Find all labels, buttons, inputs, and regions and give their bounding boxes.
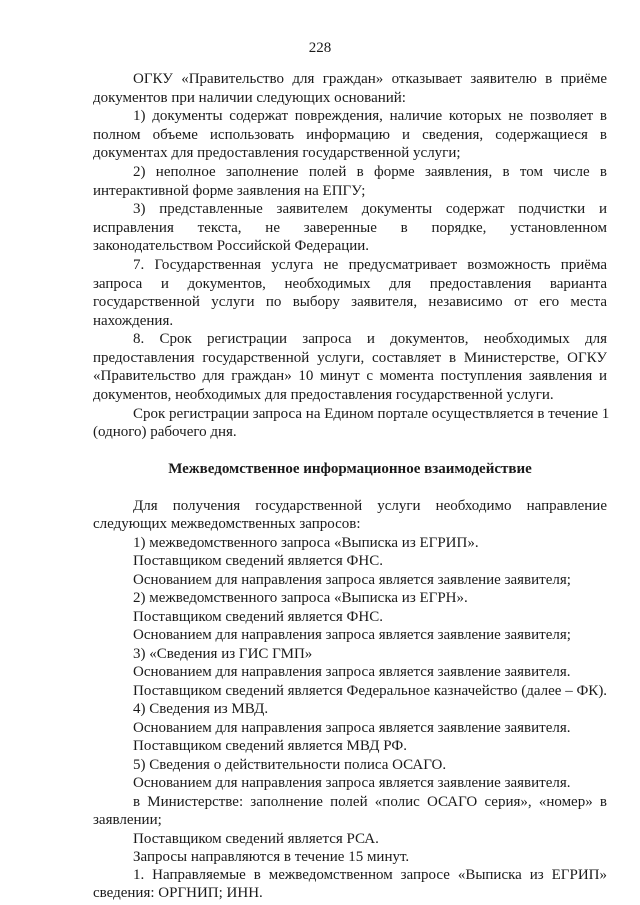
request-line: 2) межведомственного запроса «Выписка из ЕГРН». [133,590,468,606]
osago-fields-line: в Министерстве: заполнение полей «полис ОСАГО серия», «номер» в [133,794,607,810]
section-heading: Межведомственное информационное взаимодействие [168,461,532,477]
request-line: 4) Сведения из МВД. [133,701,269,717]
paragraph-7-line: 7. Государственная услуга не предусматривает возможность приёма [133,257,607,273]
reason-1-line: 1) документы содержат повреждения, наличие которых не позволяет в [133,108,607,124]
reason-3-line: законодательством Российской Федерации. [93,238,370,254]
request-line: Поставщиком сведений является Федеральное казначейство (далее – ФК). [133,683,608,699]
request-line: Основанием для направления запроса является заявление заявителя. [133,720,571,736]
request-line: Поставщиком сведений является ФНС. [133,553,383,569]
egrip-fields-line: сведения: ОРГНИП; ИНН. [93,885,263,901]
section-intro-line: следующих межведомственных запросов: [93,516,361,532]
paragraph-8-line: предоставления государственной услуги, составляет в Министерстве, ОГКУ [93,350,607,366]
paragraph-8-line: «Правительство для граждан» 10 минут с момента поступления заявления и [93,368,607,384]
request-line: 3) «Сведения из ГИС ГМП» [133,646,313,662]
request-line: Поставщиком сведений является МВД РФ. [133,738,407,754]
paragraph-7-line: государственной услуги по выбору заявителя, независимо от его места [93,294,607,310]
request-line: Основанием для направления запроса является заявление заявителя; [133,627,571,643]
section-intro-line: Для получения государственной услуги необходимо направление [133,498,607,514]
timing-line: Запросы направляются в течение 15 минут. [133,849,410,865]
reason-3-line: исправления текста, не заверенные в порядке, установленном [93,220,607,236]
epgu-paragraph-line: Срок регистрации запроса на Едином портале осуществляется в течение 1 [133,406,610,422]
request-line: 1) межведомственного запроса «Выписка из ЕГРИП». [133,535,479,551]
paragraph-8-line: 8. Срок регистрации запроса и документов, необходимых для [133,331,607,347]
reason-3-line: 3) представленные заявителем документы содержат подчистки и [133,201,607,217]
reason-1-line: документах для предоставления государственной услуги; [93,145,461,161]
reason-2-line: интерактивной форме заявления на ЕПГУ; [93,183,366,199]
epgu-paragraph-line: (одного) рабочего дня. [93,424,237,440]
paragraph-8-line: документов, необходимых для предоставления государственной услуги. [93,387,554,403]
request-line: Основанием для направления запроса является заявление заявителя. [133,664,571,680]
paragraph-7-line: запроса и документов, необходимых для предоставления варианта [93,276,607,292]
request-line: Основанием для направления запроса является заявление заявителя. [133,775,571,791]
osago-fields-line: заявлении; [93,812,162,828]
request-line: 5) Сведения о действительности полиса ОСАГО. [133,757,447,773]
rsa-supplier-line: Поставщиком сведений является РСА. [133,831,379,847]
request-line: Основанием для направления запроса является заявление заявителя; [133,572,571,588]
reason-2-line: 2) неполное заполнение полей в форме заявления, в том числе в [133,164,607,180]
intro-line: ОГКУ «Правительство для граждан» отказывает заявителю в приёме [133,71,607,87]
intro-line: документов при наличии следующих оснований: [93,90,406,106]
egrip-fields-line: 1. Направляемые в межведомственном запросе «Выписка из ЕГРИП» [133,867,607,883]
reason-1-line: полном объеме использовать информацию и сведения, содержащиеся в [93,127,607,143]
page-number: 228 [308,40,332,56]
paragraph-7-line: нахождения. [93,313,174,329]
request-line: Поставщиком сведений является ФНС. [133,609,383,625]
